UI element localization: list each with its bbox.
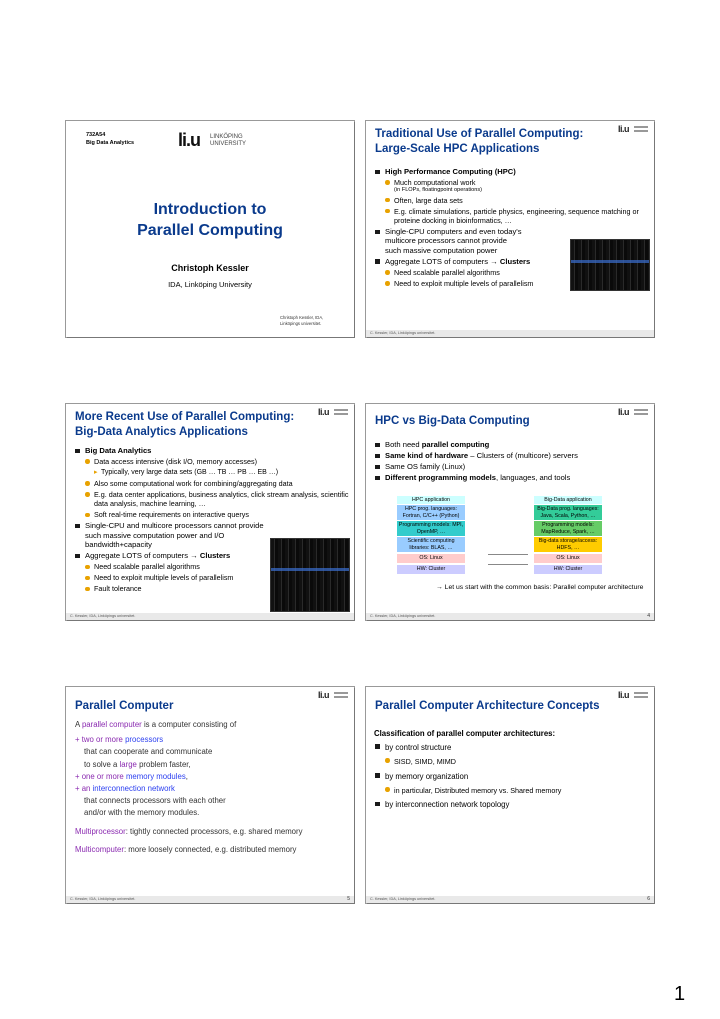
def-line: and/or with the memory modules. [84, 808, 200, 818]
def-line: + two or more processors [75, 735, 164, 745]
bullet: Same kind of hardware – Clusters of (multicore) servers [374, 451, 650, 460]
slide-title: Parallel Computer Architecture Concepts [375, 700, 600, 712]
title-line2: Parallel Computing [137, 222, 283, 239]
sub-bullet: in particular, Distributed memory vs. Shared memory [374, 785, 650, 798]
bd-storage: Big-data storage/access: HDFS, … [534, 537, 602, 552]
bullet: Single-CPU computers and even today's multicore processors cannot provide such massive computation power [374, 227, 524, 255]
liu-logo-small: li.u [618, 690, 650, 702]
sub-bullet: SISD, SIMD, MIMD [374, 756, 650, 769]
hpc-languages: HPC prog. languages: Fortran, C/C++ (Python) [397, 505, 465, 520]
logo-text-line1: LINKÖPING [210, 134, 243, 140]
slide-number: 6 [647, 896, 650, 902]
datacenter-photo [270, 538, 350, 612]
supercomputer-photo [570, 239, 650, 291]
bullet: by control structure [374, 742, 650, 755]
slide-body [374, 728, 650, 814]
sub-bullet: E.g. data center applications, business analytics, click stream analysis, scientific data analysis, machine learning, … [74, 490, 350, 509]
def-line: + one or more memory modules, [75, 771, 188, 781]
bullet: by interconnection network topology [374, 799, 650, 812]
sub-bullet: Also some computational work for combining/aggregating data [74, 479, 350, 488]
def-line: that connects processors with each other [84, 796, 226, 806]
bullet: Both need parallel computing [374, 440, 650, 449]
liu-logo-small: li.u [318, 690, 350, 702]
def-line: Multicomputer: more loosely connected, e.g. distributed memory [75, 844, 297, 854]
sub-sub-bullet: ▸ Typically, very large data sets (GB … TB … PB … EB …) [74, 468, 350, 477]
def-line: Multiprocessor: tightly connected processors, e.g. shared memory [75, 826, 303, 836]
hw-connector [488, 564, 528, 565]
course-info [86, 131, 134, 147]
slide-title: Parallel Computer [75, 700, 174, 712]
slide-big-data-applications [66, 404, 354, 620]
bullet: High Performance Computing (HPC) [374, 167, 650, 176]
course-name: Big Data Analytics [86, 140, 135, 146]
sub-bullet: Need scalable parallel algorithms [374, 268, 650, 277]
hpc-hardware: HW: Cluster [397, 565, 465, 574]
copyright-note [280, 315, 323, 327]
page-number: 1 [674, 983, 686, 1005]
sub-bullet: Need scalable parallel algorithms [74, 562, 350, 571]
bullet: Aggregate LOTS of computers → Clusters [374, 257, 650, 266]
bullet: Big Data Analytics [74, 446, 350, 455]
note-line1: Christoph Kessler, IDA, [280, 315, 324, 320]
sub-bullet: Fault tolerance [74, 584, 350, 593]
slide-title: HPC vs Big-Data Computing [375, 415, 530, 427]
hpc-application: HPC application [397, 496, 465, 504]
slide-title [66, 121, 354, 337]
def-line: A parallel computer is a computer consisting of [75, 720, 237, 729]
sub-bullet: Need to exploit multiple levels of parallelism [374, 279, 650, 288]
liu-logo-text [210, 134, 246, 148]
footer-text: C. Kessler, IDA, Linköpings universitet. [370, 897, 436, 901]
note-line2: Linköpings universitet. [280, 321, 322, 326]
slide-title: Traditional Use of Parallel Computing: Large-Scale HPC Applications [375, 128, 584, 155]
bd-application: Big-Data application [534, 496, 602, 504]
slide-number: 4 [647, 613, 650, 619]
slide-title: More Recent Use of Parallel Computing: Big-Data Analytics Applications [75, 411, 295, 438]
liu-logo-small: li.u [618, 407, 650, 419]
affiliation: IDA, Linköping University [168, 280, 252, 289]
hpc-libraries: Scientific computing libraries: BLAS, … [397, 537, 465, 552]
bd-models: Programming models: MapReduce, Spark, … [534, 521, 602, 536]
hpc-models: Programming models: MPI, OpenMP, … [398, 522, 464, 535]
title-line1: Introduction to [153, 201, 267, 218]
presentation-title [86, 199, 334, 241]
liu-logo-small: li.u [618, 124, 650, 136]
sub-bullet: Often, large data sets [374, 196, 650, 205]
course-code: 732A54 [86, 132, 106, 138]
slide-architecture-concepts [366, 687, 654, 903]
liu-logo [178, 130, 248, 154]
liu-logo-small: li.u [318, 407, 350, 419]
slide-parallel-computer [66, 687, 354, 903]
bd-os: OS: Linux [534, 554, 602, 563]
liu-logo-mark: li.u [178, 130, 200, 150]
slide-number: 5 [347, 896, 350, 902]
author: Christoph Kessler [171, 263, 249, 273]
footer-text: C. Kessler, IDA, Linköpings universitet. [370, 614, 436, 618]
slide-body [374, 440, 650, 484]
slide-hpc-applications [366, 121, 654, 337]
os-connector [488, 554, 528, 555]
sub-bullet: Much computational work (in FLOPs, floatingpoint operations) [374, 178, 650, 194]
bd-languages: Big-Data prog. languages: Java, Scala, Python, … [534, 505, 602, 520]
sub-bullet: E.g. climate simulations, particle physics, engineering, sequence matching or proteine docking in bioinformatics, … [374, 207, 650, 226]
logo-text-line2: UNIVERSITY [210, 141, 247, 147]
bd-hardware: HW: Cluster [534, 565, 602, 574]
def-line: that can cooperate and communicate [84, 747, 213, 757]
bullet: Aggregate LOTS of computers → Clusters [74, 551, 350, 560]
bullet: by memory organization [374, 771, 650, 784]
sub-bullet: Soft real-time requirements on interactive querys [74, 510, 350, 519]
classification-heading: Classification of parallel computer architectures: [374, 729, 556, 738]
bullet: Same OS family (Linux) [374, 462, 650, 471]
sub-bullet: Data access intensive (disk I/O, memory accesses) [74, 457, 350, 466]
hpc-os: OS: Linux [397, 554, 465, 563]
sub-bullet: Need to exploit multiple levels of parallelism [74, 573, 350, 582]
closing-note: → Let us start with the common basis: Parallel computer architecture [436, 584, 644, 591]
footer-text: C. Kessler, IDA, Linköpings universitet. [70, 897, 136, 901]
bullet: Single-CPU and multicore processors cannot provide such massive computation power and I/O bandwidth+capacity [74, 521, 274, 549]
footer-text: C. Kessler, IDA, Linköpings universitet. [370, 331, 436, 335]
definition-text [75, 719, 348, 856]
def-line: to solve a large problem faster, [84, 759, 191, 769]
bullet: Different programming models, languages, and tools [374, 473, 650, 482]
slide-hpc-vs-big-data [366, 404, 654, 620]
def-line: + an interconnection network [75, 784, 175, 794]
footer-text: C. Kessler, IDA, Linköpings universitet. [70, 614, 136, 618]
